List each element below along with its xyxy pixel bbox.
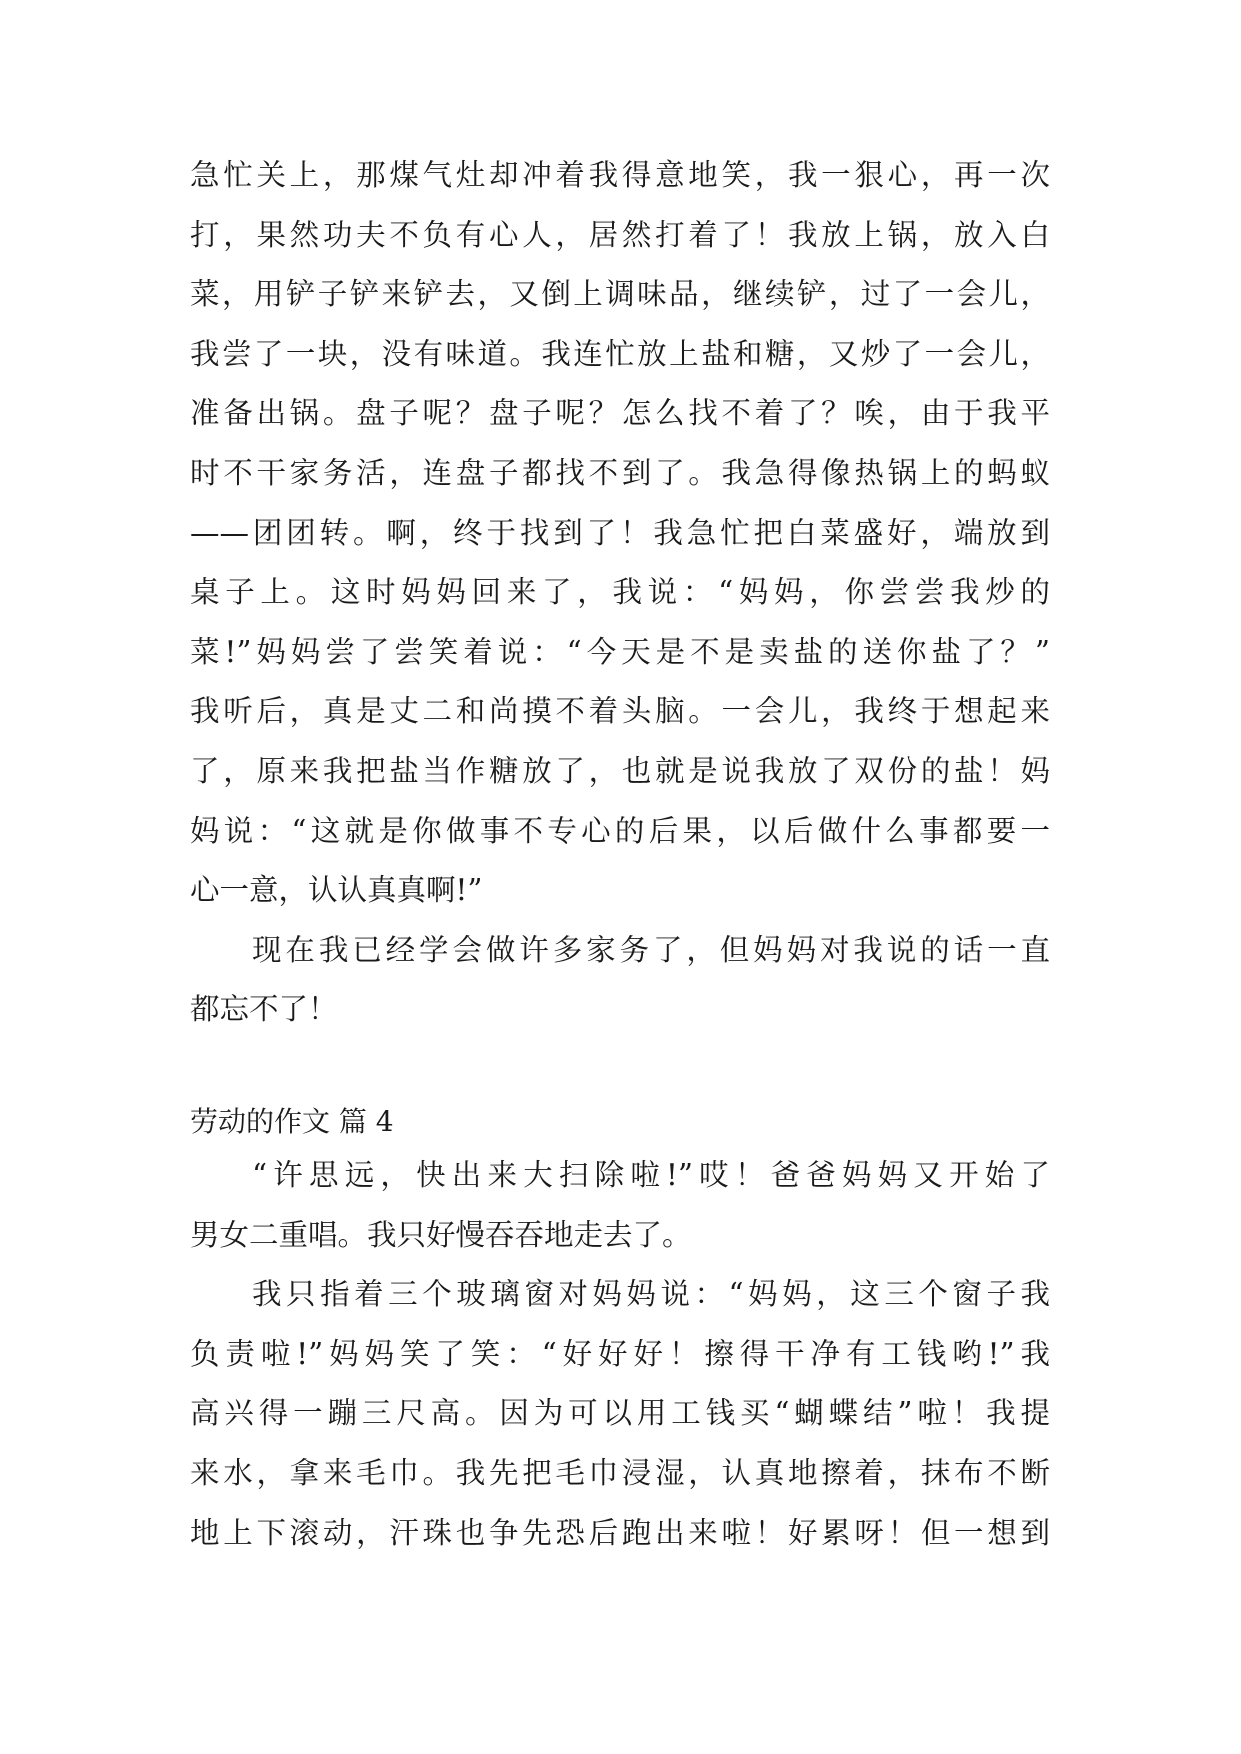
section-heading: 劳动的作文 篇 4: [190, 1105, 394, 1138]
text-line: 桌子上。这时妈妈回来了，我说：“妈妈，你尝尝我炒的: [190, 575, 1050, 610]
text-line: 菜，用铲子铲来铲去，又倒上调味品，继续铲，过了一会儿，: [190, 277, 1050, 312]
text-line: 菜!”妈妈尝了尝笑着说：“今天是不是卖盐的送你盐了？”: [190, 634, 1050, 669]
text-line: “许思远，快出来大扫除啦!”哎！爸爸妈妈又开始了: [252, 1158, 1050, 1192]
text-line: 我只指着三个玻璃窗对妈妈说：“妈妈，这三个窗子我: [252, 1277, 1050, 1312]
text-line: 高兴得一蹦三尺高。因为可以用工钱买“蝴蝶结”啦！我提: [190, 1396, 1050, 1431]
text-line: 准备出锅。盘子呢？盘子呢？怎么找不着了？唉，由于我平: [190, 396, 1050, 431]
text-line: 心一意，认认真真啊!”: [190, 873, 483, 908]
text-line: 来水，拿来毛巾。我先把毛巾浸湿，认真地擦着，抹布不断: [190, 1455, 1050, 1490]
text-line: 急忙关上，那煤气灶却冲着我得意地笑，我一狠心，再一次: [190, 158, 1050, 192]
text-line: 现在我已经学会做许多家务了，但妈妈对我说的话一直: [252, 932, 1050, 967]
text-line: 妈说：“这就是你做事不专心的后果，以后做什么事都要一: [190, 813, 1050, 848]
paragraph-block-2: [190, 1146, 1050, 1563]
text-line: ——团团转。啊，终于找到了！我急忙把白菜盛好，端放到: [190, 515, 1050, 550]
text-line: 负责啦!”妈妈笑了笑：“好好好！擦得干净有工钱哟!”我: [190, 1336, 1050, 1371]
text-line: 我尝了一块，没有味道。我连忙放上盐和糖，又炒了一会儿，: [190, 336, 1050, 371]
text-line: 都忘不了！: [190, 992, 338, 1027]
text-line: 时不干家务活，连盘子都找不到了。我急得像热锅上的蚂蚁: [190, 455, 1050, 490]
paragraph-block-1: [190, 146, 1050, 1040]
text-line: 地上下滚动，汗珠也争先恐后跑出来啦！好累呀！但一想到: [190, 1515, 1050, 1550]
text-line: 了，原来我把盐当作糖放了，也就是说我放了双份的盐！妈: [190, 753, 1050, 788]
text-line: 男女二重唱。我只好慢吞吞地走去了。: [190, 1217, 692, 1252]
text-line: 我听后，真是丈二和尚摸不着头脑。一会儿，我终于想起来: [190, 694, 1050, 729]
text-line: 打，果然功夫不负有心人，居然打着了！我放上锅，放入白: [190, 217, 1050, 252]
